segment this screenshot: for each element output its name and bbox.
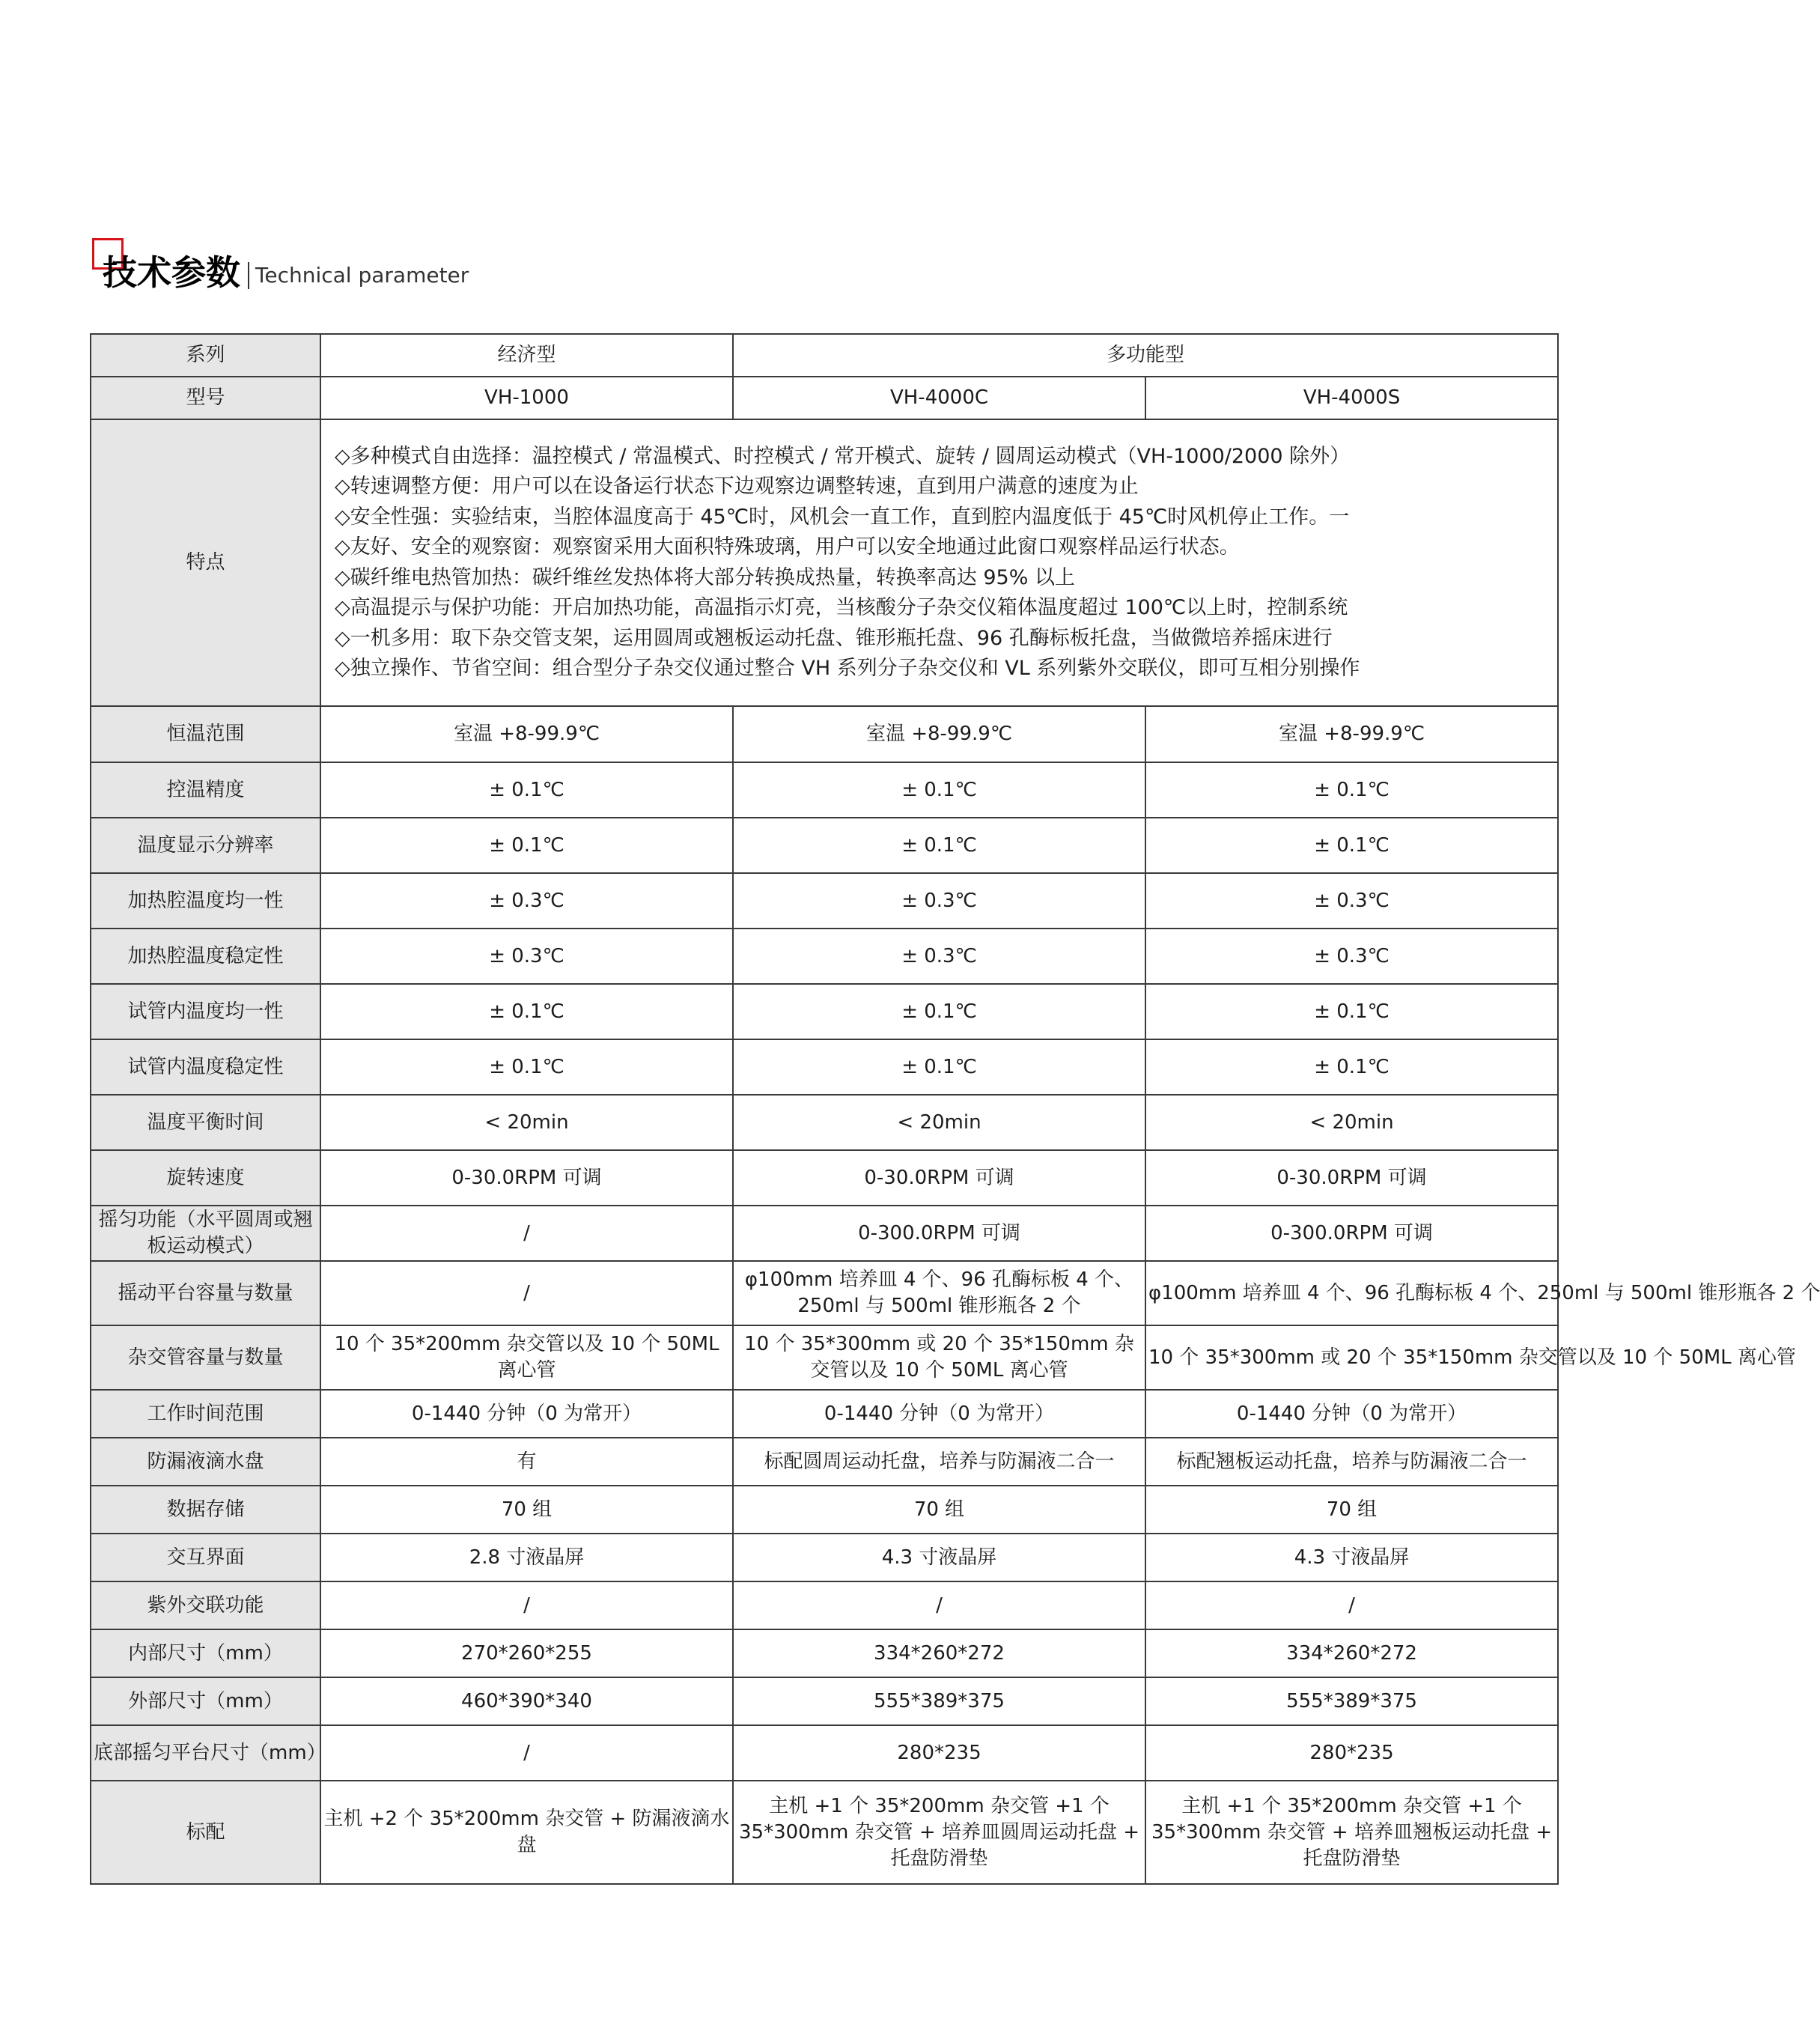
spec-value: < 20min <box>733 1095 1145 1150</box>
spec-row <box>91 1206 1558 1261</box>
spec-value: 0-300.0RPM 可调 <box>733 1206 1145 1261</box>
feature-item: ◇碳纤维电热管加热：碳纤维丝发热体将大部分转换成热量，转换率高达 95% 以上 <box>335 565 1075 589</box>
spec-value: 555*389*375 <box>1145 1677 1558 1725</box>
model-name: VH-4000C <box>733 377 1145 419</box>
spec-label: 加热腔温度均一性 <box>91 873 320 929</box>
spec-value: / <box>1145 1581 1558 1629</box>
spec-value: 主机 +1 个 35*200mm 杂交管 +1 个 35*300mm 杂交管 + 培养皿翘板运动托盘 + 托盘防滑垫 <box>1145 1781 1558 1884</box>
spec-value: 4.3 寸液晶屏 <box>1145 1534 1558 1581</box>
spec-value: / <box>320 1261 733 1325</box>
spec-value: / <box>320 1206 733 1261</box>
heading-divider <box>248 262 249 289</box>
spec-row <box>91 1534 1558 1581</box>
spec-label: 恒温范围 <box>91 706 320 762</box>
spec-value: 555*389*375 <box>733 1677 1145 1725</box>
spec-value: 0-30.0RPM 可调 <box>320 1150 733 1206</box>
spec-row <box>91 873 1558 929</box>
spec-value: 10 个 35*300mm 或 20 个 35*150mm 杂交管以及 10 个 50ML 离心管 <box>1145 1325 1558 1390</box>
spec-row <box>91 1039 1558 1095</box>
heading-title-cn: 技术参数 <box>103 252 240 293</box>
spec-row <box>91 1390 1558 1438</box>
spec-value: ± 0.1℃ <box>320 1039 733 1095</box>
spec-value: 标配圆周运动托盘，培养与防漏液二合一 <box>733 1438 1145 1486</box>
spec-value: 4.3 寸液晶屏 <box>733 1534 1145 1581</box>
spec-value: ± 0.3℃ <box>320 929 733 984</box>
spec-row <box>91 1629 1558 1677</box>
heading-title-en: Technical parameter <box>255 263 469 288</box>
spec-value: < 20min <box>1145 1095 1558 1150</box>
feature-item: ◇一机多用：取下杂交管支架，运用圆周或翘板运动托盘、锥形瓶托盘、96 孔酶标板托盘，当做微培养摇床进行 <box>335 626 1333 650</box>
spec-label: 试管内温度均一性 <box>91 984 320 1039</box>
spec-value: ± 0.1℃ <box>733 984 1145 1039</box>
spec-label: 加热腔温度稳定性 <box>91 929 320 984</box>
spec-row <box>91 1438 1558 1486</box>
spec-value: 460*390*340 <box>320 1677 733 1725</box>
spec-label: 杂交管容量与数量 <box>91 1325 320 1390</box>
feature-item: ◇高温提示与保护功能：开启加热功能，高温指示灯亮，当核酸分子杂交仪箱体温度超过 100℃以上时，控制系统 <box>335 596 1348 619</box>
model-name: VH-1000 <box>320 377 733 419</box>
spec-row <box>91 1581 1558 1629</box>
spec-value: ± 0.1℃ <box>1145 1039 1558 1095</box>
spec-value: 10 个 35*300mm 或 20 个 35*150mm 杂交管以及 10 个 50ML 离心管 <box>733 1325 1145 1390</box>
spec-value: / <box>320 1581 733 1629</box>
spec-value: ± 0.1℃ <box>320 762 733 818</box>
spec-value: ± 0.1℃ <box>733 1039 1145 1095</box>
spec-table-viewport <box>90 333 1820 1894</box>
spec-value: 270*260*255 <box>320 1629 733 1677</box>
spec-value: ± 0.1℃ <box>1145 762 1558 818</box>
spec-row <box>91 1725 1558 1781</box>
feature-item: ◇转速调整方便：用户可以在设备运行状态下边观察边调整转速，直到用户满意的速度为止 <box>335 475 1139 498</box>
spec-label: 防漏液滴水盘 <box>91 1438 320 1486</box>
spec-value: ± 0.1℃ <box>733 762 1145 818</box>
spec-value: 0-30.0RPM 可调 <box>733 1150 1145 1206</box>
spec-row <box>91 706 1558 762</box>
spec-value: 室温 +8-99.9℃ <box>1145 706 1558 762</box>
spec-value: 334*260*272 <box>733 1629 1145 1677</box>
spec-value: 主机 +2 个 35*200mm 杂交管 + 防漏液滴水盘 <box>320 1781 733 1884</box>
spec-value: 70 组 <box>320 1486 733 1534</box>
feature-item: ◇独立操作、节省空间：组合型分子杂交仪通过整合 VH 系列分子杂交仪和 VL 系列紫外交联仪，即可互相分别操作 <box>335 657 1360 680</box>
spec-value: φ100mm 培养皿 4 个、96 孔酶标板 4 个、250ml 与 500ml 锥形瓶各 2 个 <box>733 1261 1145 1325</box>
spec-label: 摇动平台容量与数量 <box>91 1261 320 1325</box>
spec-label: 试管内温度稳定性 <box>91 1039 320 1095</box>
spec-value: 0-1440 分钟（0 为常开） <box>733 1390 1145 1438</box>
spec-value: 2.8 寸液晶屏 <box>320 1534 733 1581</box>
series-multi: 多功能型 <box>733 334 1558 377</box>
spec-value: 334*260*272 <box>1145 1629 1558 1677</box>
features-list <box>320 419 1558 706</box>
spec-label: 底部摇匀平台尺寸（mm） <box>91 1725 320 1781</box>
model-row <box>91 377 1558 419</box>
series-economy: 经济型 <box>320 334 733 377</box>
spec-label: 交互界面 <box>91 1534 320 1581</box>
spec-value: 室温 +8-99.9℃ <box>733 706 1145 762</box>
spec-label: 数据存储 <box>91 1486 320 1534</box>
spec-table <box>90 333 1820 1885</box>
spec-label: 外部尺寸（mm） <box>91 1677 320 1725</box>
spec-value: / <box>733 1581 1145 1629</box>
spec-label: 旋转速度 <box>91 1150 320 1206</box>
spec-value: 主机 +1 个 35*200mm 杂交管 +1 个 35*300mm 杂交管 + 培养皿圆周运动托盘 + 托盘防滑垫 <box>733 1781 1145 1884</box>
spec-row <box>91 1095 1558 1150</box>
series-label: 系列 <box>91 334 320 377</box>
spec-value: 280*235 <box>1145 1725 1558 1781</box>
spec-label: 紫外交联功能 <box>91 1581 320 1629</box>
section-heading <box>92 238 469 295</box>
spec-label: 温度显示分辨率 <box>91 818 320 873</box>
spec-label: 控温精度 <box>91 762 320 818</box>
series-row <box>91 334 1558 377</box>
feature-item: ◇多种模式自由选择：温控模式 / 常温模式、时控模式 / 常开模式、旋转 / 圆周运动模式（VH-1000/2000 除外） <box>335 444 1351 468</box>
spec-value: 70 组 <box>1145 1486 1558 1534</box>
spec-row <box>91 929 1558 984</box>
spec-label: 温度平衡时间 <box>91 1095 320 1150</box>
spec-value: ± 0.3℃ <box>1145 873 1558 929</box>
model-name: VH-4000S <box>1145 377 1558 419</box>
spec-row <box>91 1781 1558 1884</box>
spec-row <box>91 818 1558 873</box>
spec-value: φ100mm 培养皿 4 个、96 孔酶标板 4 个、250ml 与 500ml 锥形瓶各 2 个 <box>1145 1261 1558 1325</box>
spec-row <box>91 1150 1558 1206</box>
spec-value: 室温 +8-99.9℃ <box>320 706 733 762</box>
spec-value: 70 组 <box>733 1486 1145 1534</box>
spec-value: ± 0.1℃ <box>320 984 733 1039</box>
spec-value: ± 0.1℃ <box>733 818 1145 873</box>
spec-value: ± 0.3℃ <box>320 873 733 929</box>
spec-value: < 20min <box>320 1095 733 1150</box>
spec-value: 0-300.0RPM 可调 <box>1145 1206 1558 1261</box>
spec-row <box>91 1261 1558 1325</box>
model-label: 型号 <box>91 377 320 419</box>
spec-label: 标配 <box>91 1781 320 1884</box>
spec-row <box>91 1486 1558 1534</box>
spec-value: 标配翘板运动托盘，培养与防漏液二合一 <box>1145 1438 1558 1486</box>
spec-value: ± 0.1℃ <box>320 818 733 873</box>
spec-value: ± 0.3℃ <box>1145 929 1558 984</box>
spec-value: / <box>320 1725 733 1781</box>
spec-label: 摇匀功能（水平圆周或翘板运动模式） <box>91 1206 320 1261</box>
spec-row <box>91 762 1558 818</box>
spec-value: ± 0.1℃ <box>1145 984 1558 1039</box>
features-label: 特点 <box>91 419 320 706</box>
spec-value: ± 0.3℃ <box>733 873 1145 929</box>
spec-row <box>91 984 1558 1039</box>
spec-value: 有 <box>320 1438 733 1486</box>
spec-value: ± 0.1℃ <box>1145 818 1558 873</box>
spec-label: 内部尺寸（mm） <box>91 1629 320 1677</box>
spec-row <box>91 1677 1558 1725</box>
feature-item: ◇友好、安全的观察窗：观察窗采用大面积特殊玻璃，用户可以安全地通过此窗口观察样品运行状态。 <box>335 535 1240 559</box>
spec-label: 工作时间范围 <box>91 1390 320 1438</box>
spec-value: 280*235 <box>733 1725 1145 1781</box>
spec-value: 0-1440 分钟（0 为常开） <box>1145 1390 1558 1438</box>
feature-item: ◇安全性强：实验结束，当腔体温度高于 45℃时，风机会一直工作，直到腔内温度低于 45℃时风机停止工作。一 <box>335 505 1350 529</box>
spec-value: 0-1440 分钟（0 为常开） <box>320 1390 733 1438</box>
spec-value: 10 个 35*200mm 杂交管以及 10 个 50ML 离心管 <box>320 1325 733 1390</box>
features-row <box>91 419 1558 706</box>
spec-row <box>91 1325 1558 1390</box>
spec-value: 0-30.0RPM 可调 <box>1145 1150 1558 1206</box>
spec-value: ± 0.3℃ <box>733 929 1145 984</box>
